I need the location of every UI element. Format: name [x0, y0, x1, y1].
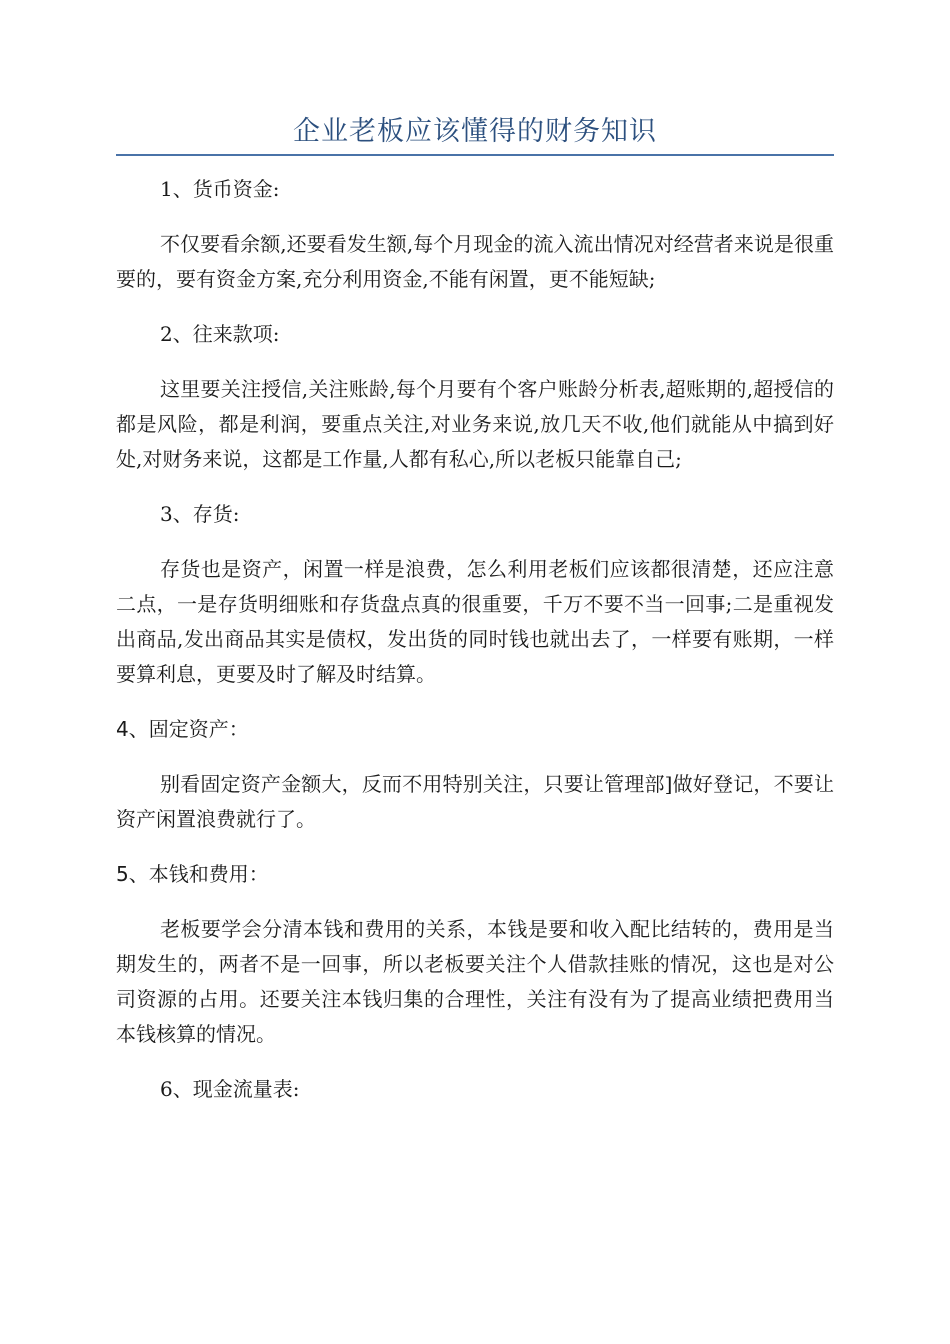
section-heading-2: 2、往来款项: — [160, 322, 280, 346]
section-heading-1: 1、货币资金: — [160, 177, 280, 201]
document-title: 企业老板应该懂得的财务知识 — [293, 116, 657, 147]
section-heading-5: 5、本钱和费用： — [116, 862, 269, 886]
section-paragraph-1: 不仅要看余额,还要看发生额,每个月现金的流入流出情况对经营者来说是很重要的，要有资金方案,充分利用资金,不能有闲置，更不能短缺; — [116, 232, 834, 291]
title-underline — [116, 154, 834, 156]
section-heading-6: 6、现金流量表: — [160, 1077, 300, 1101]
section-heading-3: 3、存货: — [160, 502, 240, 526]
section-paragraph-3: 存货也是资产，闲置一样是浪费，怎么利用老板们应该都很清楚，还应注意二点，一是存货明细账和存货盘点真的很重要，千万不要不当一回事;二是重视发出商品,发出商品其实是债权，发出货的同时钱也就出去了，一样要有账期，一样要算利息，更要及时了解及时结算。 — [116, 557, 834, 686]
document-body — [116, 172, 834, 1127]
section-paragraph-2: 这里要关注授信,关注账龄,每个月要有个客户账龄分析表,超账期的,超授信的都是风险，都是利润，要重点关注,对业务来说,放几天不收,他们就能从中搞到好处,对财务来说，这都是工作量,人都有私心,所以老板只能靠自己; — [116, 377, 834, 471]
section-heading-4: 4、固定资产： — [116, 717, 249, 741]
section-paragraph-5: 老板要学会分清本钱和费用的关系，本钱是要和收入配比结转的，费用是当期发生的，两者不是一回事，所以老板要关注个人借款挂账的情况，这也是对公司资源的占用。还要关注本钱归集的合理性，关注有没有为了提高业绩把费用当本钱核算的情况。 — [116, 917, 834, 1046]
section-paragraph-4: 别看固定资产金额大，反而不用特别关注，只要让管理部]做好登记，不要让资产闲置浪费就行了。 — [116, 772, 834, 831]
